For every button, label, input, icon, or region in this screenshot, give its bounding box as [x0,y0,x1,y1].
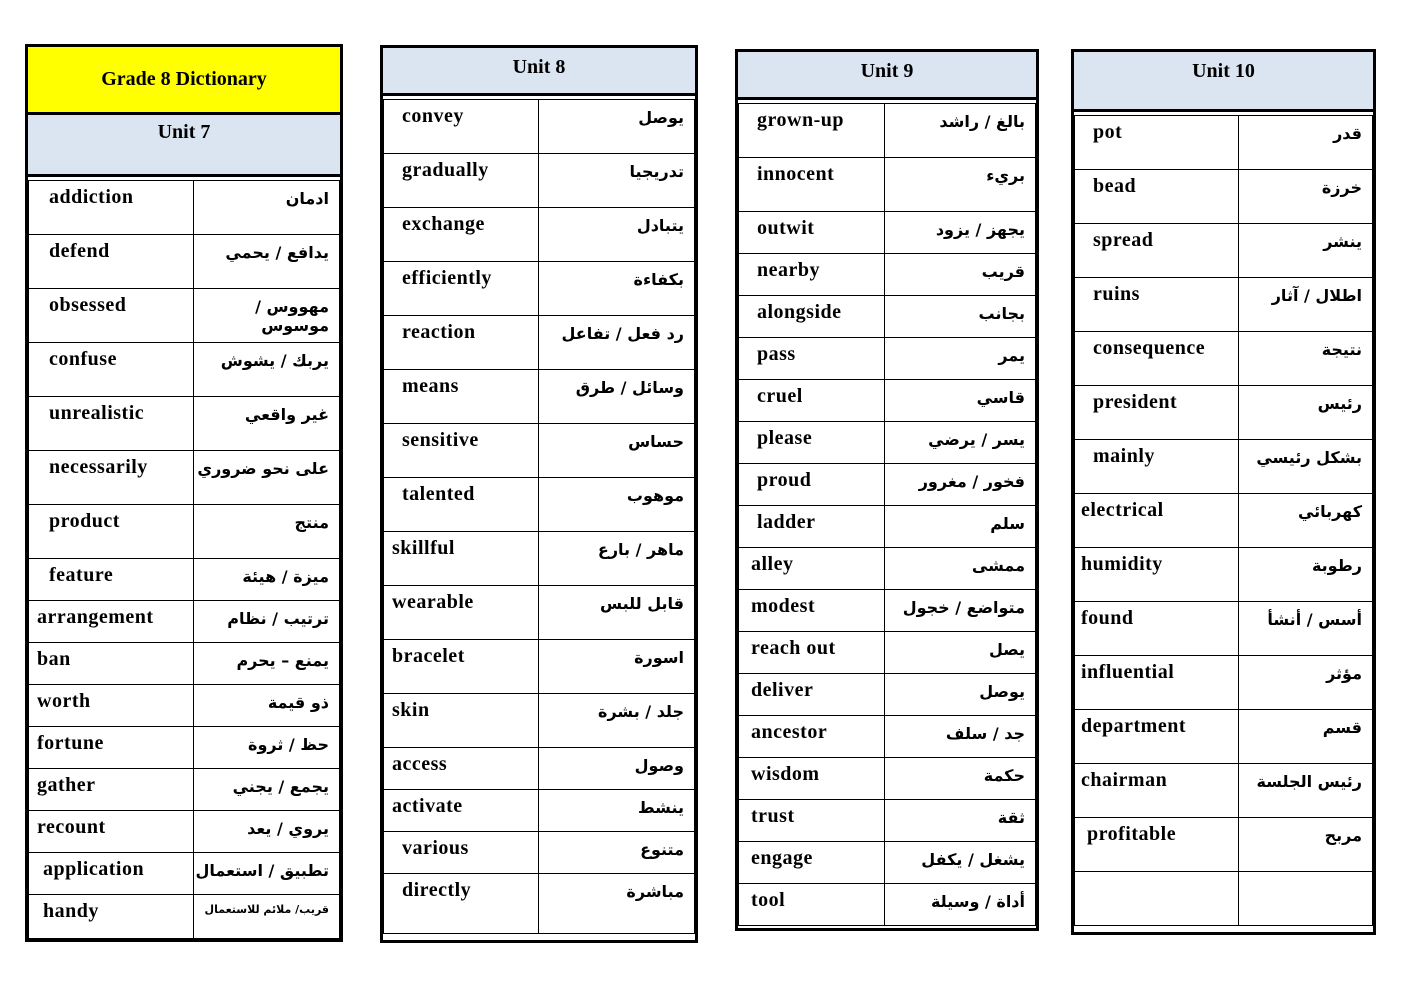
arabic-translation: مهووس / موسوس [194,289,340,343]
arabic-translation: يوصل [885,674,1036,716]
english-word: tool [739,884,885,926]
arabic-translation: سلم [885,506,1036,548]
english-word: sensitive [384,424,539,478]
arabic-translation: يدافع / يحمي [194,235,340,289]
arabic-translation: كهربائي [1239,494,1373,548]
table-row [29,895,340,939]
table-row [384,424,695,478]
table-row [1075,116,1373,170]
table-row [29,235,340,289]
arabic-translation: يروي / يعد [194,811,340,853]
unit-8-table [383,99,695,934]
unit-7-table [28,180,340,939]
arabic-translation: نتيجة [1239,332,1373,386]
arabic-translation: أسس / أنشأ [1239,602,1373,656]
arabic-translation: ميزة / هيئة [194,559,340,601]
english-word: alley [739,548,885,590]
arabic-translation: رئيس الجلسة [1239,764,1373,818]
english-word: fortune [29,727,194,769]
table-row [384,790,695,832]
table-row [29,451,340,505]
arabic-translation: مربح [1239,818,1373,872]
table-row [1075,764,1373,818]
arabic-translation: قابل للبس [539,586,695,640]
english-word: worth [29,685,194,727]
english-word: trust [739,800,885,842]
table-row [384,694,695,748]
arabic-translation: على نحو ضروري [194,451,340,505]
english-word: reaction [384,316,539,370]
table-row [29,643,340,685]
english-word: proud [739,464,885,506]
table-row [29,853,340,895]
arabic-translation: حكمة [885,758,1036,800]
arabic-translation: متنوع [539,832,695,874]
english-word: please [739,422,885,464]
arabic-translation: بكفاءة [539,262,695,316]
english-word: humidity [1075,548,1239,602]
table-row [384,748,695,790]
unit-8-title: Unit 8 [512,56,566,78]
arabic-translation: وصول [539,748,695,790]
table-row [1075,278,1373,332]
english-word: activate [384,790,539,832]
english-word: bead [1075,170,1239,224]
english-word: exchange [384,208,539,262]
english-word: confuse [29,343,194,397]
english-word: deliver [739,674,885,716]
english-word: directly [384,874,539,934]
arabic-translation: فخور / مغرور [885,464,1036,506]
arabic-translation: رئيس [1239,386,1373,440]
arabic-translation: حساس [539,424,695,478]
english-word: access [384,748,539,790]
table-row [384,532,695,586]
table-row [1075,710,1373,764]
unit-10-header [1074,52,1373,112]
arabic-translation: قدر [1239,116,1373,170]
arabic-translation: اطلال / آثار [1239,278,1373,332]
table-row [1075,872,1373,926]
arabic-translation: رد فعل / تفاعل [539,316,695,370]
english-word: efficiently [384,262,539,316]
arabic-translation: خرزة [1239,170,1373,224]
unit-8-column [380,45,698,943]
english-word: means [384,370,539,424]
table-row [384,208,695,262]
arabic-translation: بشكل رئيسي [1239,440,1373,494]
arabic-translation: أداة / وسيلة [885,884,1036,926]
arabic-translation: يجمع / يجني [194,769,340,811]
english-word: necessarily [29,451,194,505]
unit-9-header [738,52,1036,100]
table-row [739,158,1036,212]
table-row [29,601,340,643]
arabic-translation: قريب/ ملائم للاستعمال [194,895,340,939]
table-row [739,716,1036,758]
arabic-translation: يوصل [539,100,695,154]
arabic-translation: يشغل / يكفل [885,842,1036,884]
arabic-translation: مباشرة [539,874,695,934]
table-row [29,559,340,601]
english-word: unrealistic [29,397,194,451]
table-row [1075,224,1373,278]
arabic-translation: مؤثر [1239,656,1373,710]
table-row [384,586,695,640]
table-row [739,758,1036,800]
table-row [1075,440,1373,494]
arabic-translation: موهوب [539,478,695,532]
english-word: chairman [1075,764,1239,818]
english-word: gather [29,769,194,811]
english-word: addiction [29,181,194,235]
english-word: cruel [739,380,885,422]
english-word: ruins [1075,278,1239,332]
arabic-translation: يمر [885,338,1036,380]
english-word: skillful [384,532,539,586]
english-word: consequence [1075,332,1239,386]
arabic-translation: ماهر / بارع [539,532,695,586]
page-title: Grade 8 Dictionary [28,47,340,115]
table-row [1075,332,1373,386]
arabic-translation: يتبادل [539,208,695,262]
english-word: wearable [384,586,539,640]
table-row [29,397,340,451]
english-word: defend [29,235,194,289]
english-word: various [384,832,539,874]
arabic-translation: ينشر [1239,224,1373,278]
english-word: talented [384,478,539,532]
arabic-translation: قاسي [885,380,1036,422]
english-word: influential [1075,656,1239,710]
english-word: engage [739,842,885,884]
english-word: profitable [1075,818,1239,872]
english-word: convey [384,100,539,154]
arabic-translation: يصل [885,632,1036,674]
english-word: modest [739,590,885,632]
unit-8-header [383,48,695,96]
english-word: wisdom [739,758,885,800]
english-word: mainly [1075,440,1239,494]
arabic-translation: جلد / بشرة [539,694,695,748]
arabic-translation: منتج [194,505,340,559]
english-word: application [29,853,194,895]
table-row [739,380,1036,422]
table-row [384,316,695,370]
table-row [384,832,695,874]
arabic-translation: قريب [885,254,1036,296]
arabic-translation: ممشى [885,548,1036,590]
english-word: grown-up [739,104,885,158]
arabic-translation: اسورة [539,640,695,694]
table-row [1075,656,1373,710]
arabic-translation: بريء [885,158,1036,212]
english-word: nearby [739,254,885,296]
arabic-translation: متواضع / خجول [885,590,1036,632]
table-row [29,289,340,343]
table-row [739,296,1036,338]
table-row [384,640,695,694]
arabic-translation: يمنع – يحرم [194,643,340,685]
english-word: department [1075,710,1239,764]
table-row [739,422,1036,464]
english-word [1075,872,1239,926]
table-row [739,506,1036,548]
english-word: spread [1075,224,1239,278]
table-row [1075,818,1373,872]
table-row [29,811,340,853]
english-word: pass [739,338,885,380]
table-row [1075,386,1373,440]
english-word: reach out [739,632,885,674]
table-row [1075,170,1373,224]
arabic-translation: ثقة [885,800,1036,842]
table-row [739,104,1036,158]
english-word: pot [1075,116,1239,170]
table-row [29,769,340,811]
english-word: ancestor [739,716,885,758]
english-word: ban [29,643,194,685]
arabic-translation: حظ / ثروة [194,727,340,769]
table-row [739,212,1036,254]
arabic-translation [1239,872,1373,926]
unit-10-table [1074,115,1373,926]
table-row [739,464,1036,506]
arabic-translation: ينشط [539,790,695,832]
unit-10-title: Unit 10 [1192,60,1255,82]
arabic-translation: قسم [1239,710,1373,764]
arabic-translation: تدريجيا [539,154,695,208]
english-word: handy [29,895,194,939]
table-row [739,338,1036,380]
unit-7-column [25,44,343,942]
english-word: found [1075,602,1239,656]
english-word: recount [29,811,194,853]
table-row [29,685,340,727]
table-row [1075,602,1373,656]
unit-7-title: Unit 7 [157,121,211,143]
table-row [384,262,695,316]
table-row [739,842,1036,884]
table-row [739,800,1036,842]
table-row [384,154,695,208]
arabic-translation: يربك / يشوش [194,343,340,397]
english-word: feature [29,559,194,601]
arabic-translation: ادمان [194,181,340,235]
table-row [384,100,695,154]
arabic-translation: بالغ / راشد [885,104,1036,158]
table-row [29,181,340,235]
unit-9-table [738,103,1036,926]
arabic-translation: وسائل / طرق [539,370,695,424]
unit-7-header [28,115,340,177]
table-row [739,884,1036,926]
table-row [384,874,695,934]
unit-9-title: Unit 9 [860,60,914,82]
english-word: president [1075,386,1239,440]
arabic-translation: رطوبة [1239,548,1373,602]
arabic-translation: ترتيب / نظام [194,601,340,643]
english-word: gradually [384,154,539,208]
arabic-translation: ذو قيمة [194,685,340,727]
english-word: electrical [1075,494,1239,548]
unit-10-column [1071,49,1376,935]
english-word: product [29,505,194,559]
arabic-translation: جد / سلف [885,716,1036,758]
english-word: alongside [739,296,885,338]
english-word: bracelet [384,640,539,694]
english-word: skin [384,694,539,748]
table-row [739,674,1036,716]
table-row [29,343,340,397]
english-word: innocent [739,158,885,212]
arabic-translation: يجهز / يزود [885,212,1036,254]
arabic-translation: يسر / يرضي [885,422,1036,464]
table-row [739,254,1036,296]
unit-9-column [735,49,1039,931]
table-row [384,370,695,424]
arabic-translation: بجانب [885,296,1036,338]
table-row [1075,494,1373,548]
table-row [739,590,1036,632]
table-row [1075,548,1373,602]
arabic-translation: غير واقعي [194,397,340,451]
table-row [739,548,1036,590]
table-row [384,478,695,532]
english-word: obsessed [29,289,194,343]
table-row [739,632,1036,674]
english-word: ladder [739,506,885,548]
arabic-translation: تطبيق / استعمال [194,853,340,895]
english-word: outwit [739,212,885,254]
table-row [29,727,340,769]
table-row [29,505,340,559]
english-word: arrangement [29,601,194,643]
